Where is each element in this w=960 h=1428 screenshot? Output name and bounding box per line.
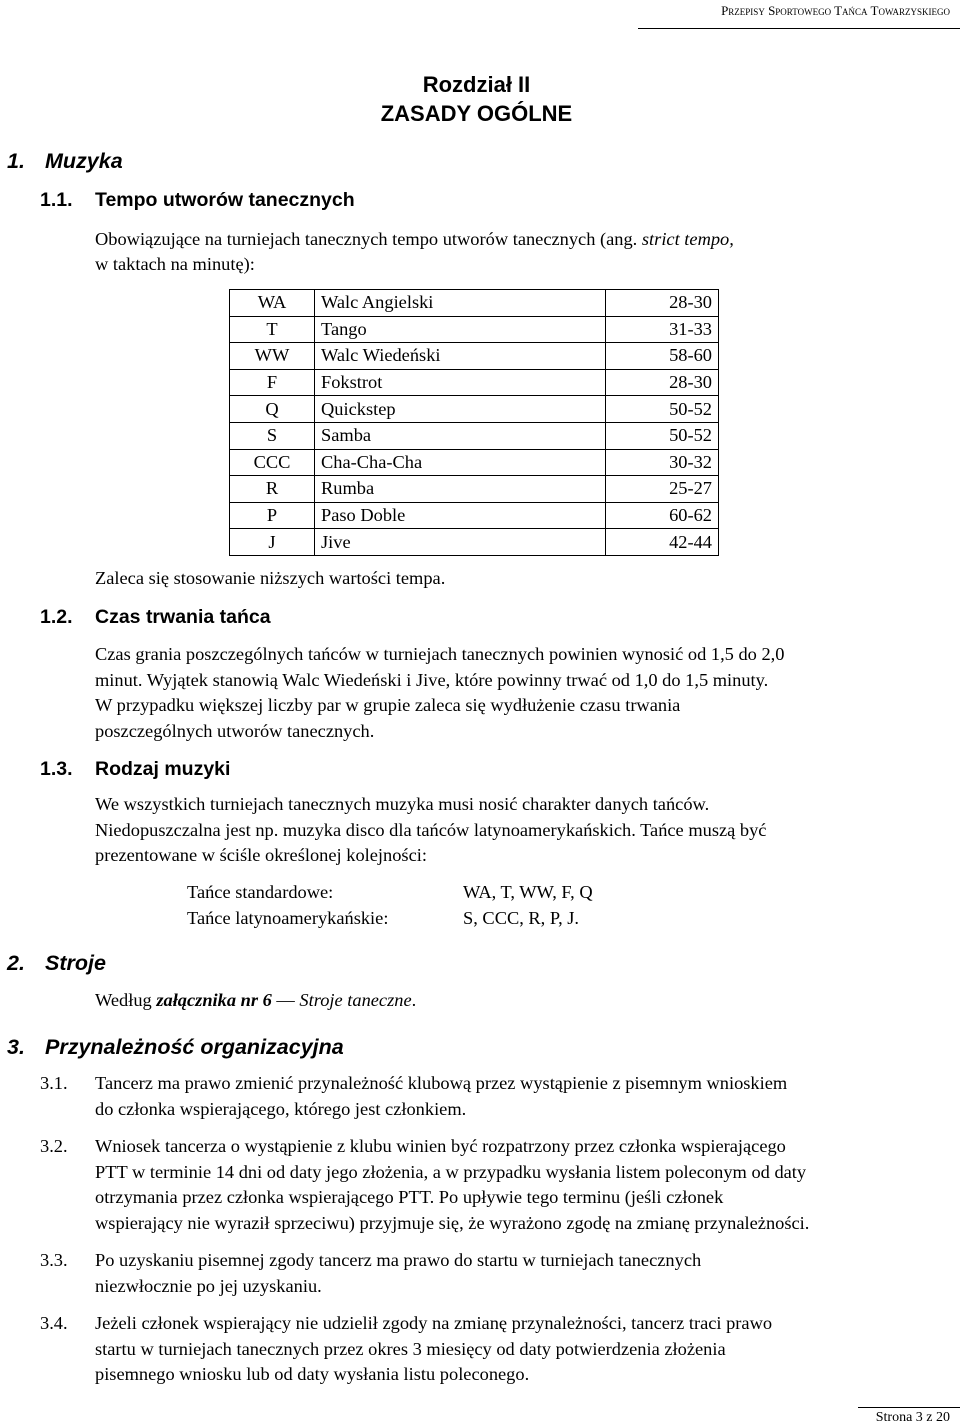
item-3-3-number: 3.3. bbox=[40, 1250, 68, 1270]
tempo-intro-line-2: w taktach na minutę): bbox=[95, 254, 255, 274]
item-3-4-line: Jeżeli członek wspierający nie udzielił zgody na zmianę przynależności, tancerz traci prawo bbox=[95, 1313, 773, 1333]
dance-code: F bbox=[230, 369, 315, 396]
dance-code: J bbox=[230, 529, 315, 556]
dash-separator: — bbox=[271, 990, 300, 1010]
tempo-row bbox=[230, 396, 719, 423]
dance-code: Q bbox=[230, 396, 315, 423]
dance-tempo: 50-52 bbox=[606, 396, 719, 423]
item-3-1-line: Tancerz ma prawo zmienić przynależność klubową przez wystąpienie z pisemnym wnioskiem bbox=[95, 1073, 788, 1093]
dance-tempo: 25-27 bbox=[606, 476, 719, 503]
dance-tempo: 31-33 bbox=[606, 316, 719, 343]
dance-code: S bbox=[230, 422, 315, 449]
duration-line-1: Czas grania poszczególnych tańców w turniejach tanecznych powinien wynosić od 1,5 do 2,0 bbox=[95, 644, 785, 664]
section-1-2-title: Czas trwania tańca bbox=[95, 606, 271, 628]
appendix-title: Stroje taneczne bbox=[299, 990, 412, 1010]
item-3-3-line: Po uzyskaniu pisemnej zgody tancerz ma prawo do startu w turniejach tanecznych bbox=[95, 1250, 702, 1270]
item-3-3-line: niezwłocznie po jej uzyskaniu. bbox=[95, 1276, 322, 1296]
costume-reference bbox=[95, 990, 416, 1011]
tempo-note: Zaleca się stosowanie niższych wartości tempa. bbox=[95, 568, 446, 588]
dance-tempo: 60-62 bbox=[606, 502, 719, 529]
dance-name: Samba bbox=[315, 422, 606, 449]
dance-tempo: 58-60 bbox=[606, 343, 719, 370]
tempo-intro-italic: strict tempo, bbox=[641, 229, 734, 249]
tempo-intro-text: Obowiązujące na turniejach tanecznych tempo utworów tanecznych (ang. bbox=[95, 229, 642, 249]
music-type-line-1: We wszystkich turniejach tanecznych muzyka musi nosić charakter danych tańców. bbox=[95, 794, 710, 814]
item-3-1-line: do członka wspierającego, którego jest członkiem. bbox=[95, 1099, 467, 1119]
latin-dances-label: Tańce latynoamerykańskie: bbox=[187, 908, 389, 928]
section-1-2-number: 1.2. bbox=[40, 606, 73, 628]
running-header: Przepisy Sportowego Tańca Towarzyskiego bbox=[721, 3, 950, 18]
tempo-row bbox=[230, 422, 719, 449]
page-number: Strona 3 z 20 bbox=[875, 1410, 950, 1425]
dance-tempo: 28-30 bbox=[606, 369, 719, 396]
duration-line-4: poszczególnych utworów tanecznych. bbox=[95, 721, 375, 741]
music-type-line-3: prezentowane w ściśle określonej kolejności: bbox=[95, 845, 427, 865]
dance-code: WW bbox=[230, 343, 315, 370]
dance-code: P bbox=[230, 502, 315, 529]
tempo-row bbox=[230, 502, 719, 529]
dance-code: CCC bbox=[230, 449, 315, 476]
item-3-2-line: PTT w terminie 14 dni od daty jego złożenia, a w przypadku wysłania listem poleconym od daty bbox=[95, 1162, 807, 1182]
dance-name: Rumba bbox=[315, 476, 606, 503]
footer-rule bbox=[858, 1407, 960, 1408]
dance-name: Quickstep bbox=[315, 396, 606, 423]
dance-name: Paso Doble bbox=[315, 502, 606, 529]
dance-tempo: 28-30 bbox=[606, 290, 719, 317]
dance-name: Walc Angielski bbox=[315, 290, 606, 317]
dance-tempo: 42-44 bbox=[606, 529, 719, 556]
header-rule bbox=[638, 28, 960, 29]
dance-name: Cha-Cha-Cha bbox=[315, 449, 606, 476]
dance-code: T bbox=[230, 316, 315, 343]
tempo-table-body bbox=[230, 290, 719, 556]
section-1-title: Muzyka bbox=[45, 149, 123, 173]
standard-dances-value: WA, T, WW, F, Q bbox=[463, 882, 593, 902]
appendix-reference: załącznika nr 6 bbox=[156, 990, 272, 1010]
item-3-2-line: Wniosek tancerza o wystąpienie z klubu winien być rozpatrzony przez członka wspierającego bbox=[95, 1136, 786, 1156]
dance-name: Walc Wiedeński bbox=[315, 343, 606, 370]
tempo-row bbox=[230, 449, 719, 476]
chapter-title: ZASADY OGÓLNE bbox=[380, 101, 573, 126]
item-3-4-line: startu w turniejach tanecznych przez okres 3 miesięcy od daty potwierdzenia złożenia bbox=[95, 1339, 726, 1359]
dance-code: R bbox=[230, 476, 315, 503]
tempo-row bbox=[230, 529, 719, 556]
section-1-1-number: 1.1. bbox=[40, 189, 73, 211]
item-3-4-line: pisemnego wniosku lub od daty wysłania listu poleconego. bbox=[95, 1364, 530, 1384]
tempo-row bbox=[230, 343, 719, 370]
section-3-title: Przynależność organizacyjna bbox=[45, 1035, 344, 1059]
section-1-number: 1. bbox=[7, 149, 25, 173]
dance-name: Jive bbox=[315, 529, 606, 556]
item-3-2-number: 3.2. bbox=[40, 1136, 68, 1156]
tempo-table bbox=[229, 289, 719, 556]
dance-code: WA bbox=[230, 290, 315, 317]
tempo-row bbox=[230, 316, 719, 343]
section-1-1-title: Tempo utworów tanecznych bbox=[95, 189, 355, 211]
tempo-row bbox=[230, 476, 719, 503]
item-3-1-number: 3.1. bbox=[40, 1073, 68, 1093]
dance-tempo: 50-52 bbox=[606, 422, 719, 449]
music-type-line-2: Niedopuszczalna jest np. muzyka disco dla tańców latynoamerykańskich. Tańce muszą być bbox=[95, 820, 767, 840]
standard-dances-label: Tańce standardowe: bbox=[187, 882, 334, 902]
section-2-number: 2. bbox=[7, 951, 25, 975]
dance-name: Fokstrot bbox=[315, 369, 606, 396]
tempo-intro-line-1 bbox=[95, 229, 734, 250]
section-2-title: Stroje bbox=[45, 951, 106, 975]
dance-tempo: 30-32 bbox=[606, 449, 719, 476]
item-3-4-number: 3.4. bbox=[40, 1313, 68, 1333]
tempo-row bbox=[230, 290, 719, 317]
item-3-2-line: otrzymania przez członka wspierającego PTT. Po upływie tego terminu (jeśli członek bbox=[95, 1187, 724, 1207]
item-3-2-line: wspierający nie wyraził sprzeciwu) przyjmuje się, że wyrażono zgodę na zmianę przynależności. bbox=[95, 1213, 810, 1233]
section-3-number: 3. bbox=[7, 1035, 25, 1059]
period: . bbox=[411, 990, 417, 1010]
latin-dances-value: S, CCC, R, P, J. bbox=[463, 908, 580, 928]
tempo-row bbox=[230, 369, 719, 396]
duration-line-3: W przypadku większej liczby par w grupie zaleca się wydłużenie czasu trwania bbox=[95, 695, 681, 715]
section-1-3-number: 1.3. bbox=[40, 758, 73, 780]
duration-line-2: minut. Wyjątek stanowią Walc Wiedeński i Jive, które powinny trwać od 1,0 do 1,5 minuty. bbox=[95, 670, 769, 690]
chapter-number: Rozdział II bbox=[422, 72, 531, 97]
section-1-3-title: Rodzaj muzyki bbox=[95, 758, 231, 780]
dance-name: Tango bbox=[315, 316, 606, 343]
costume-text: Według bbox=[95, 990, 157, 1010]
